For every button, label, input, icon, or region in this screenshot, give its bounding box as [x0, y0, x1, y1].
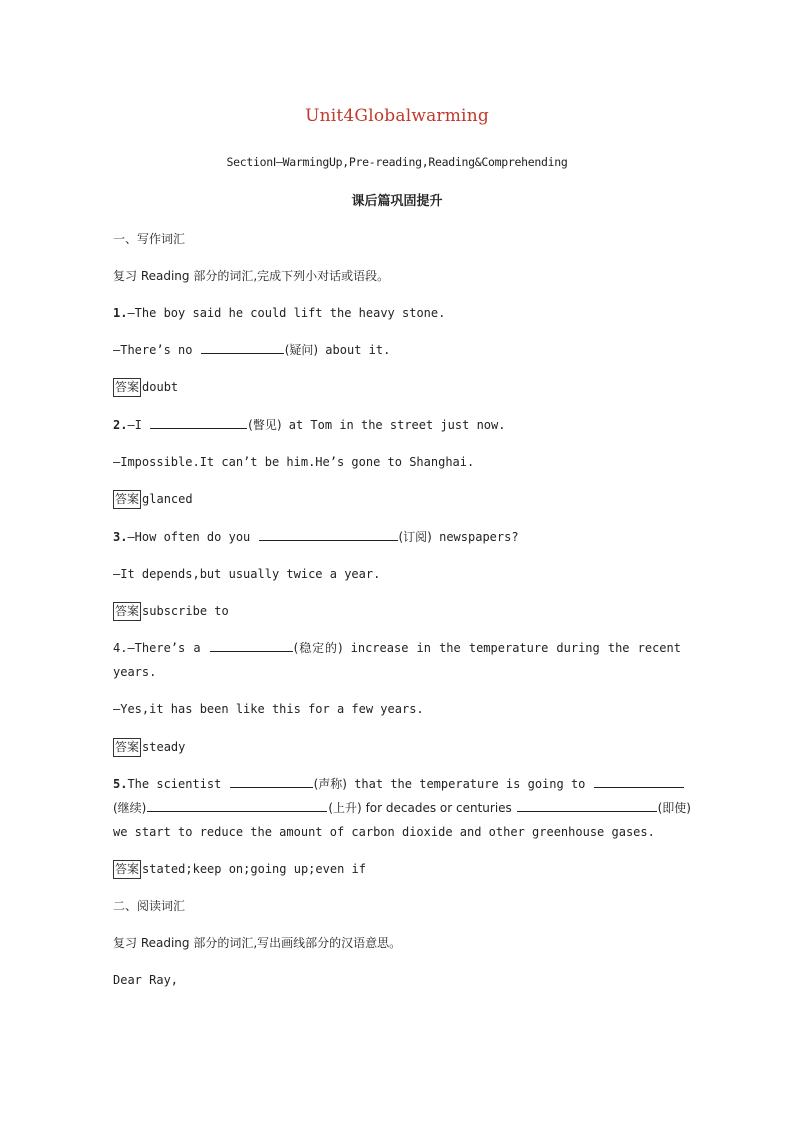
q3-text-a: —How often do you [127, 530, 258, 544]
q2-line2: —Impossible.It can’t be him.He’s gone to Shanghai. [113, 455, 475, 469]
q4-hint: (稳定的) [293, 641, 343, 655]
q2-line1 [113, 413, 681, 437]
q4-answer-row [113, 735, 681, 759]
answer-label: 答案 [113, 738, 141, 757]
q1-line2 [113, 338, 681, 362]
answer-label: 答案 [113, 860, 141, 879]
q4-text-a: —There’s a [127, 641, 209, 655]
answer-label: 答案 [113, 378, 141, 397]
q5-answer: stated;keep on;going up;even if [142, 862, 366, 876]
section-heading: 课后篇巩固提升 [351, 194, 443, 209]
part2-heading: 二、阅读词汇 [113, 899, 186, 913]
q5-text-b: that the temperature is going to [346, 777, 593, 791]
q3-line1 [113, 525, 681, 549]
q3-answer: subscribe to [142, 604, 229, 618]
q5-blank-4[interactable] [517, 798, 657, 812]
q5-number: 5. [113, 777, 128, 791]
answer-label: 答案 [113, 490, 141, 509]
q1-answer-row [113, 375, 681, 399]
q5-hint-1: (声称) [313, 777, 347, 791]
q2-text-a: —I [127, 418, 150, 432]
q1-prompt: —The boy said he could lift the heavy stone. [127, 306, 446, 320]
q3-blank[interactable] [259, 527, 398, 541]
letter-salutation: Dear Ray, [113, 973, 179, 987]
q1-number: 1. [113, 306, 128, 320]
q3-answer-row [113, 599, 681, 623]
q4-text-b: increase in the temperature during the recent [342, 641, 681, 655]
q5-text-a: The scientist [127, 777, 229, 791]
answer-label: 答案 [113, 602, 141, 621]
q5-blank-3[interactable] [147, 798, 327, 812]
part1-instruction: 复习 Reading 部分的词汇,完成下列小对话或语段。 [113, 269, 390, 283]
q5-line1 [113, 772, 681, 796]
unit-title: Unit4Globalwarming [305, 106, 489, 126]
part2-instruction: 复习 Reading 部分的词汇,写出画线部分的汉语意思。 [113, 936, 402, 950]
q2-answer-row [113, 487, 681, 511]
q1-text-b: about it. [318, 343, 391, 357]
q5-answer-row [113, 857, 681, 881]
q5-blank-1[interactable] [230, 774, 313, 788]
q3-text-b: newspapers? [431, 530, 519, 544]
q4-number: 4. [113, 641, 128, 655]
q5-line2 [113, 796, 691, 820]
q4-answer: steady [142, 740, 186, 754]
q2-text-b: at Tom in the street just now. [281, 418, 506, 432]
q5-hint-3: (上升) [328, 801, 362, 815]
q2-blank[interactable] [150, 415, 247, 429]
q2-number: 2. [113, 418, 128, 432]
q5-blank-2[interactable] [594, 774, 684, 788]
q5-text-c: for decades or centuries [361, 801, 516, 815]
section-subtitle: SectionⅠ—WarmingUp,Pre-reading,Reading&Comprehending [226, 155, 568, 169]
q4-line1 [113, 636, 681, 660]
part1-heading: 一、写作词汇 [113, 232, 186, 246]
q5-hint-2: (继续) [113, 801, 147, 815]
q1-blank[interactable] [201, 340, 284, 354]
q5-line3: we start to reduce the amount of carbon dioxide and other greenhouse gases. [113, 825, 655, 839]
q4-blank[interactable] [210, 638, 293, 652]
q2-answer: glanced [142, 492, 193, 506]
q1-text-a: —There’s no [113, 343, 200, 357]
q4-line1-cont: years. [113, 665, 157, 679]
q1-hint: (疑问) [284, 343, 319, 357]
q5-hint-4: (即使) [657, 801, 691, 815]
q3-line2: —It depends,but usually twice a year. [113, 567, 381, 581]
q2-hint: (瞥见) [248, 418, 282, 432]
q4-line2: —Yes,it has been like this for a few years. [113, 702, 424, 716]
q3-hint: (订阅) [398, 530, 432, 544]
q1-line1 [113, 301, 681, 325]
q3-number: 3. [113, 530, 128, 544]
q1-answer: doubt [142, 380, 179, 394]
